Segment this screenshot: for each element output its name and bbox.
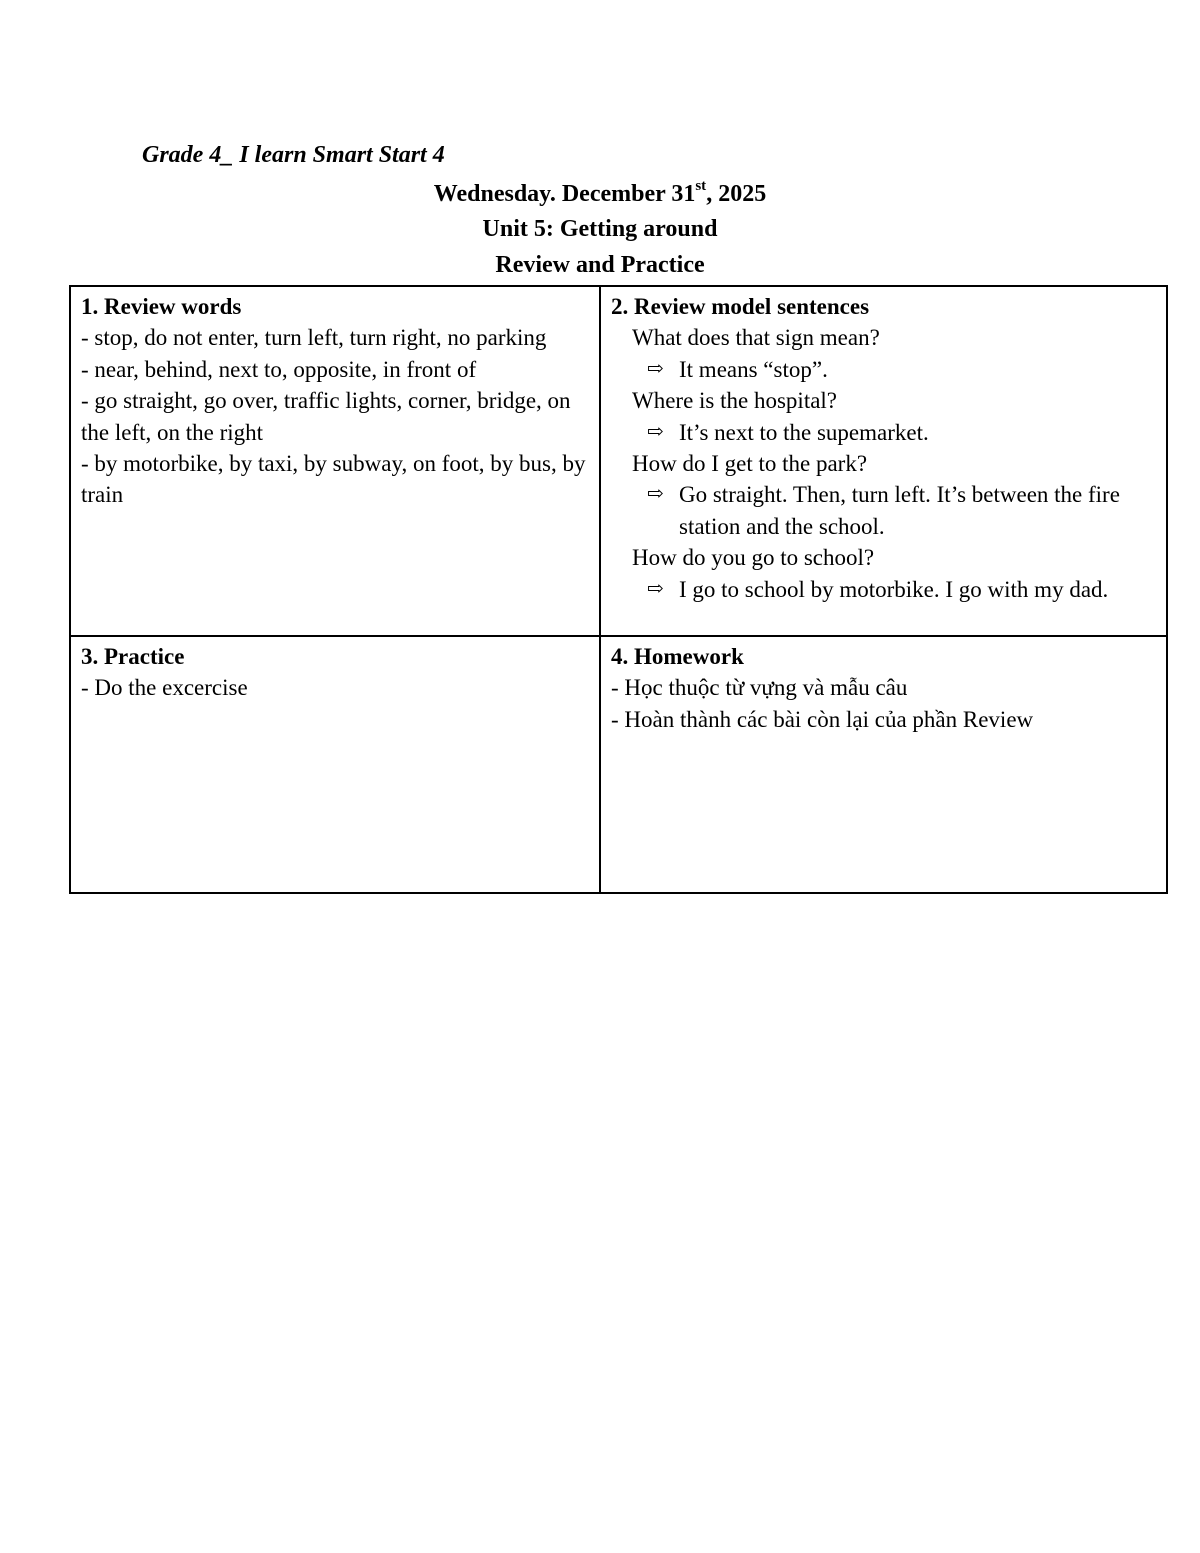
list-item: - stop, do not enter, turn left, turn right, no parking [81,325,547,351]
model-answer-text: It means “stop”. [679,356,828,382]
list-item: - by motorbike, by taxi, by subway, on foot, by bus, by train [81,451,586,508]
model-question: How do you go to school? [632,545,875,571]
model-answer [611,574,1156,605]
arrow-right-outline-icon: ⇨ [647,420,664,443]
model-sentences-title: 2. Review model sentences [611,294,870,319]
model-question: Where is the hospital? [632,388,838,414]
model-question: How do I get to the park? [632,451,868,477]
practice-title: 3. Practice [81,644,185,669]
arrow-right-outline-icon: ⇨ [647,577,664,600]
model-answer-text: I go to school by motorbike. I go with my dad. [679,576,1109,602]
model-question: What does that sign mean? [632,325,880,351]
model-answer [611,354,1156,385]
homework-title: 4. Homework [611,644,744,669]
arrow-right-outline-icon: ⇨ [647,357,664,380]
date-year: , 2025 [706,181,767,207]
model-answer-text: It’s next to the supemarket. [679,419,929,445]
list-item: - Hoàn thành các bài còn lại của phần Review [611,706,1034,732]
arrow-right-outline-icon: ⇨ [647,483,664,506]
list-item: - Học thuộc từ vựng và mẫu câu [611,675,908,701]
list-item: - Do the excercise [81,675,248,701]
review-words-cell [70,286,600,636]
unit-title: Unit 5: Getting around [482,216,718,242]
review-words-title: 1. Review words [81,294,242,319]
lesson-plan-table [69,285,1168,894]
date-main: Wednesday. December 31 [433,181,696,207]
model-answer [611,479,1156,542]
homework-cell [600,636,1167,893]
model-answer [611,417,1156,448]
table-row [70,286,1167,636]
model-answer-text: Go straight. Then, turn left. It’s between the fire station and the school. [679,482,1120,539]
date-ordinal-suffix: st [695,178,707,194]
list-item: - go straight, go over, traffic lights, corner, bridge, on the left, on the right [81,388,571,445]
lesson-date [0,180,1200,208]
list-item: - near, behind, next to, opposite, in front of [81,356,477,382]
subject-title: Grade 4_ I learn Smart Start 4 [142,142,445,168]
practice-cell [70,636,600,893]
lesson-title: Review and Practice [495,252,705,278]
table-row [70,636,1167,893]
model-sentences-cell [600,286,1167,636]
